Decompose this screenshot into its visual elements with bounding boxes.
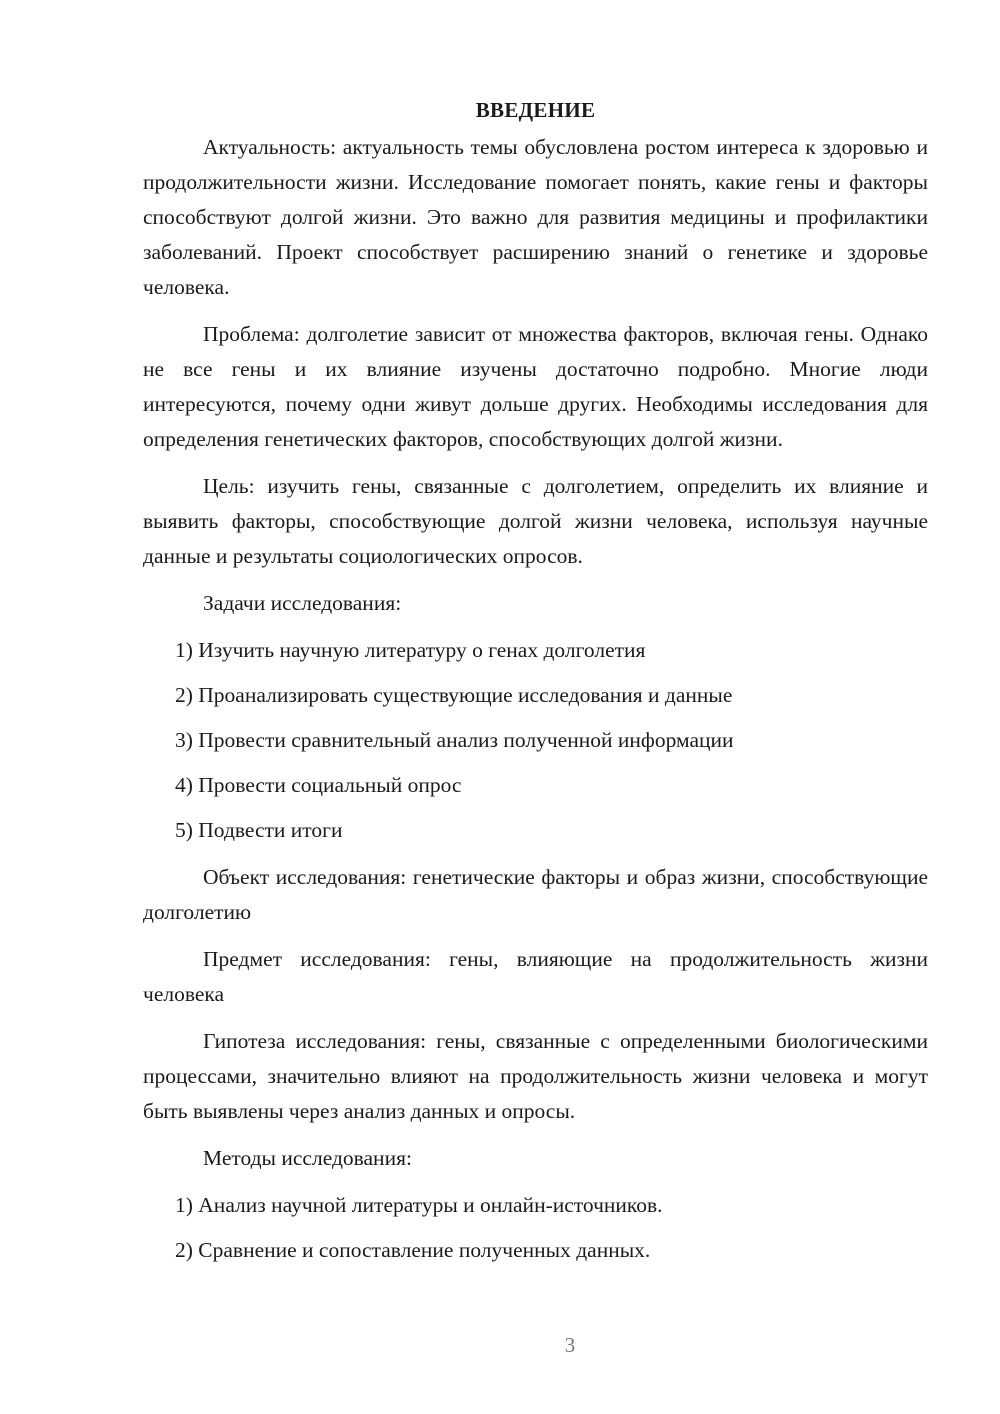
section-title: ВВЕДЕНИЕ [475,98,596,122]
goal-paragraph: Цель: изучить гены, связанные с долголетием, определить их влияние и выявить факторы, способствующие долгой жизни человека, используя научные данные и результаты социологических опросов. [143,474,928,568]
list-item: 5) Подвести итоги [175,818,343,842]
list-item: 2) Сравнение и сопоставление полученных данных. [175,1238,651,1262]
tasks-list [143,633,928,848]
list-item: 2) Проанализировать существующие исследования и данные [175,683,733,707]
list-item: 4) Провести социальный опрос [175,773,462,797]
document-page [143,90,928,1280]
list-item: 3) Провести сравнительный анализ полученной информации [175,728,734,752]
object-paragraph: Объект исследования: генетические факторы и образ жизни, способствующие долголетию [143,865,928,924]
methods-list [143,1188,928,1268]
tasks-label: Задачи исследования: [203,591,402,615]
subject-paragraph: Предмет исследования: гены, влияющие на продолжительность жизни человека [143,947,928,1006]
hypothesis-paragraph: Гипотеза исследования: гены, связанные с определенными биологическими процессами, значительно влияют на продолжительность жизни человека и могут быть выявлены через анализ данных и опросы. [143,1029,928,1123]
list-item: 1) Анализ научной литературы и онлайн-источников. [175,1193,663,1217]
list-item: 1) Изучить научную литературу о генах долголетия [175,638,646,662]
methods-label: Методы исследования: [203,1146,412,1170]
page-number: 3 [564,1333,576,1357]
problem-paragraph: Проблема: долголетие зависит от множества факторов, включая гены. Однако не все гены и их влияние изучены достаточно подробно. Многие люди интересуются, почему одни живут дольше других. Необходимы исследования для определения генетических факторов, способствующих долгой жизни. [143,322,928,451]
relevance-paragraph: Актуальность: актуальность темы обусловлена ростом интереса к здоровью и продолжительности жизни. Исследование помогает понять, какие гены и факторы способствуют долгой жизни. Это важно для развития медицины и профилактики заболеваний. Проект способствует расширению знаний о генетике и здоровье человека. [143,135,928,299]
